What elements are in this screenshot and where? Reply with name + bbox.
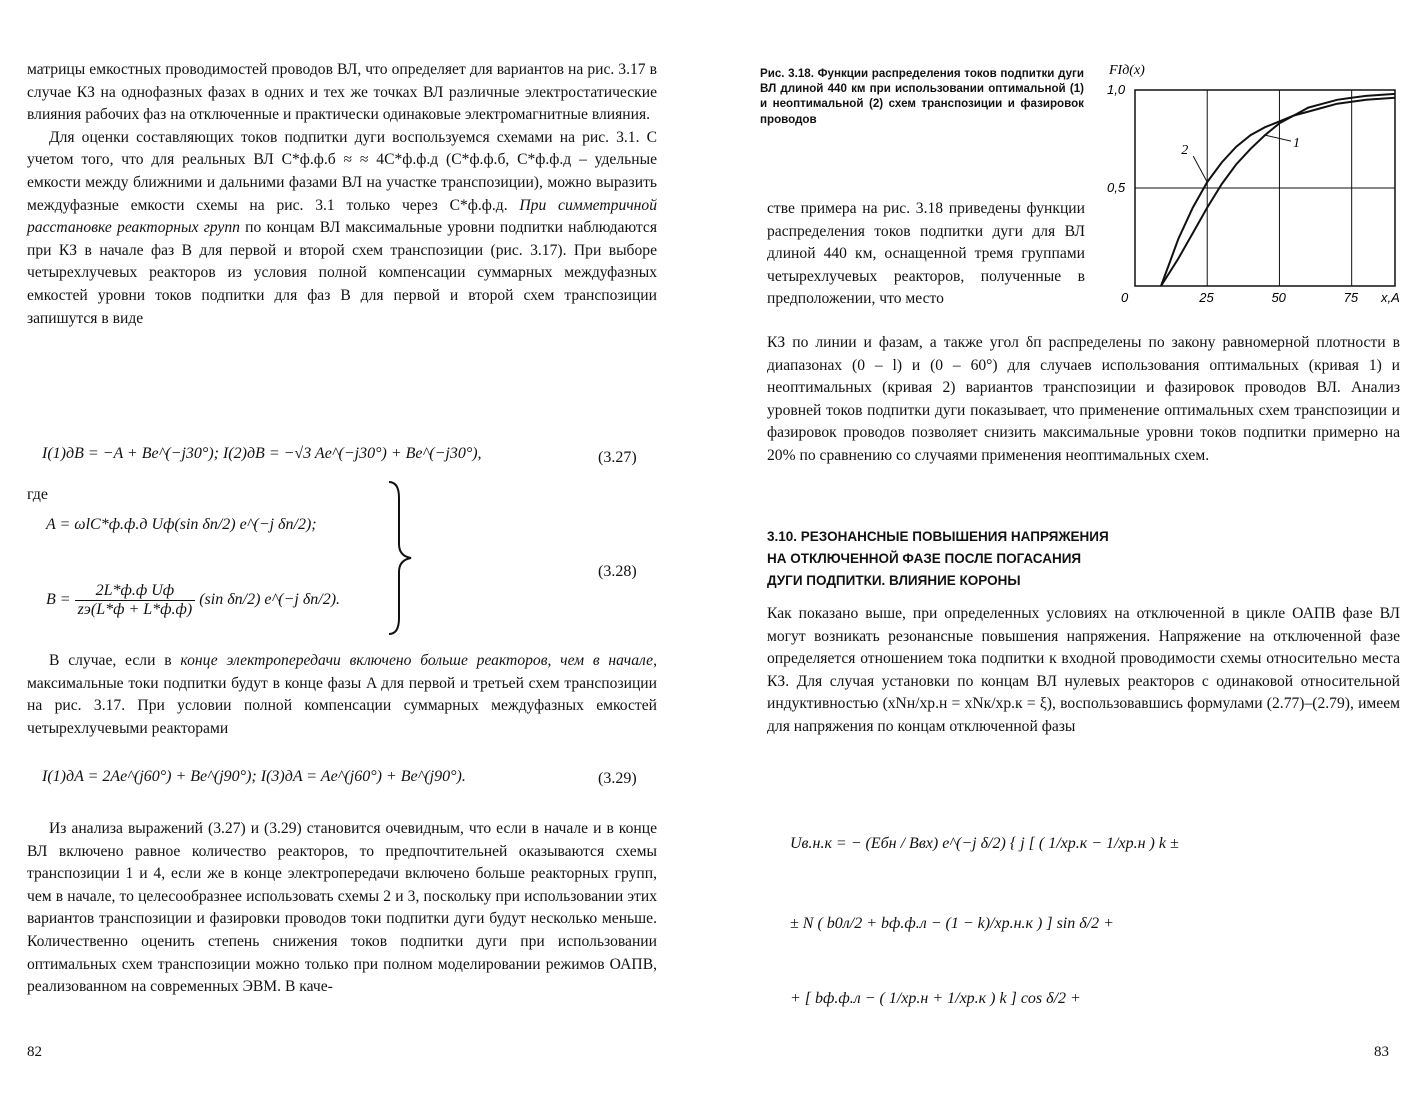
right-brace: [385, 478, 415, 638]
paragraph: В случае, если в конце электропередачи включено больше реакторов, чем в начале, максимальные токи подпитки будут в конце фазы A для первой и третьей схем транспозиции на рис. 3.17. При условии полной компенсации суммарных междуфазных емкостей четырехлучевыми реакторами: [27, 652, 658, 737]
page-number: 83: [1374, 1044, 1389, 1060]
paragraph: Для оценки составляющих токов подпитки дуги воспользуемся схемами на рис. 3.1. С учетом того, что для реальных ВЛ C*ф.ф.б ≈ ≈ 4C*ф.ф.д (C*ф.ф.б, C*ф.ф.д – удельные емкости между ближними и дальними фазами ВЛ на участке транспозиции), можно выразить междуфазные емкости схемы на рис. 3.1 только через C*ф.ф.д. При симметричной расстановке реакторных групп по концам ВЛ максимальные уровни подпитки наблюдаются при КЗ в начале фаз B для первой и второй схем транспозиции (рис. 3.17). При выборе четырехлучевых реакторов из условия полной компенсации суммарных междуфазных емкостей уровни токов подпитки для фаз B для первой и второй схем транспозиции запишутся в виде: [27, 128, 658, 327]
x-tick-label: 50: [1271, 290, 1286, 305]
chart-grid: [1135, 90, 1395, 286]
where-label: где: [27, 486, 49, 503]
x-tick-label: 0: [1121, 290, 1129, 305]
equation-3-28-a: A = ωlC*ф.ф.д Uф(sin δп/2) e^(−j δп/2);: [46, 516, 317, 533]
section-heading: 3.10. РЕЗОНАНСНЫЕ ПОВЫШЕНИЯ НАПРЯЖЕНИЯ НА ОТКЛЮЧЕННОЙ ФАЗЕ ПОСЛЕ ПОГАСАНИЯ ДУГИ ПОДПИТКИ. ВЛИЯНИЕ КОРОНЫ: [767, 529, 1109, 588]
equation-3-27: I(1)дB = −A + Be^(−j30°); I(2)дB = −√3 Ae^(−j30°) + Be^(−j30°),: [42, 445, 482, 462]
left-text-bottom: [27, 818, 657, 999]
y-axis-label: FIд(x): [1109, 63, 1145, 78]
y-tick-label: 1,0: [1107, 82, 1126, 97]
curve-label-2: 2: [1181, 143, 1189, 159]
y-tick-label: 0,5: [1107, 180, 1126, 195]
equation-line-2: ± N ( b0л/2 + bф.ф.л − (1 − k)/xр.н.к ) ] sin δ/2 +: [790, 915, 1114, 932]
equation-3-29: I(1)дA = 2Ae^(j60°) + Be^(j90°); I(3)дA = Ae^(j60°) + Be^(j90°).: [42, 768, 466, 785]
leader-line: [1265, 135, 1291, 141]
left-text-mid: [27, 650, 657, 740]
chart-labels: [1107, 63, 1400, 305]
left-text-top: [27, 59, 657, 330]
curve-label-1: 1: [1293, 136, 1300, 152]
page-number: 82: [27, 1044, 42, 1060]
paragraph: Из анализа выражений (3.27) и (3.29) становится очевидным, что если в начале и в конце ВЛ включено равное количество реакторов, то предпочтительней оказываются схемы транспозиции 1 и 4, если же в конце электропередачи включено больше реакторных групп, чем в начале, то целесообразнее использовать схемы 2 и 3, поскольку при использовании этих вариантов транспозиции и фазировки проводов токи подпитки дуги будут несколько меньше. Количественно оценить степень снижения токов подпитки дуги при использовании оптимальных схем транспозиции можно только при полном моделировании режимов ОАПВ, реализованном на современных ЭВМ. В каче-: [27, 820, 657, 996]
series-line-2: [1161, 98, 1395, 286]
equation-number: (3.29): [598, 770, 637, 787]
equation-number: (3.28): [598, 563, 637, 580]
chart-series: [1161, 94, 1395, 286]
equation-3-28-b: B = $\frac{\text{2L*ф.ф Uф}}{zэ(L*ф + L*ф.ф)}$ (sin δп/2) e^(−j δп/2).: [46, 582, 341, 618]
right-text-long: КЗ по линии и фазам, а также угол δп распределены по закону равномерной плотности в диапазонах (0 – l) и (0 – 60°) для случаев использования оптимальных (кривая 1) и неоптимальных (кривая 2) вариантов транспозиции и фазировок проводов ВЛ. Анализ уровней токов подпитки дуги показывает, что применение оптимальных схем транспозиции и фазировок проводов позволяет снизить максимальные уровни токов подпитки примерно на 20% по сравнению со случаями применения неоптимальных схем.: [767, 334, 1400, 464]
equation-number: (3.27): [598, 449, 637, 466]
right-text-bottom: Как показано выше, при определенных условиях на отключенной в цикле ОАПВ фазе ВЛ могут возникать резонансные повышения напряжения. Напряжение на отключенной фазе определяется отношением тока подпитки к входной проводимости схемы относительно места КЗ. Для случая установки по концам ВЛ нулевых реакторов с одинаковой относительной индуктивностью (xNн/xр.н = xNк/xр.к = ξ), воспользовавшись формулами (2.77)–(2.79), имеем для напряжения по концам отключенной фазы: [767, 605, 1400, 735]
x-axis-label: x,A: [1381, 290, 1400, 305]
x-tick-label: 25: [1199, 290, 1214, 305]
equation-line-3: + [ bф.ф.л − ( 1/xр.н + 1/xр.к ) k ] cos δ/2 +: [790, 990, 1081, 1007]
distribution-chart: [1095, 58, 1415, 308]
leader-line: [1193, 156, 1207, 182]
figure-caption: Рис. 3.18. Функции распределения токов подпитки дуги ВЛ длиной 440 км при использовании оптимальной (1) и неоптимальной (2) схем транспозиции и фазировок проводов: [760, 67, 1084, 126]
equation-line-1: Uв.н.к = − (Eбн / Bвх) e^(−j δ/2) { j [ ( 1/xр.к − 1/xр.н ) k ±: [790, 835, 1179, 852]
paragraph: матрицы емкостных проводимостей проводов ВЛ, что определяет для вариантов на рис. 3.17 в случае КЗ на однофазных фазах в одних и тех же точках ВЛ различные электростатические влияния рабочих фаз на отключенные и практически одинаковые электромагнитные влияния.: [27, 61, 657, 124]
right-text-short: стве примера на рис. 3.18 приведены функции распределения токов подпитки дуги для ВЛ длиной 440 км, оснащенной тремя группами четырехлучевых реакторов, полученные в предположении, что место: [767, 200, 1085, 308]
x-tick-label: 75: [1343, 290, 1359, 305]
